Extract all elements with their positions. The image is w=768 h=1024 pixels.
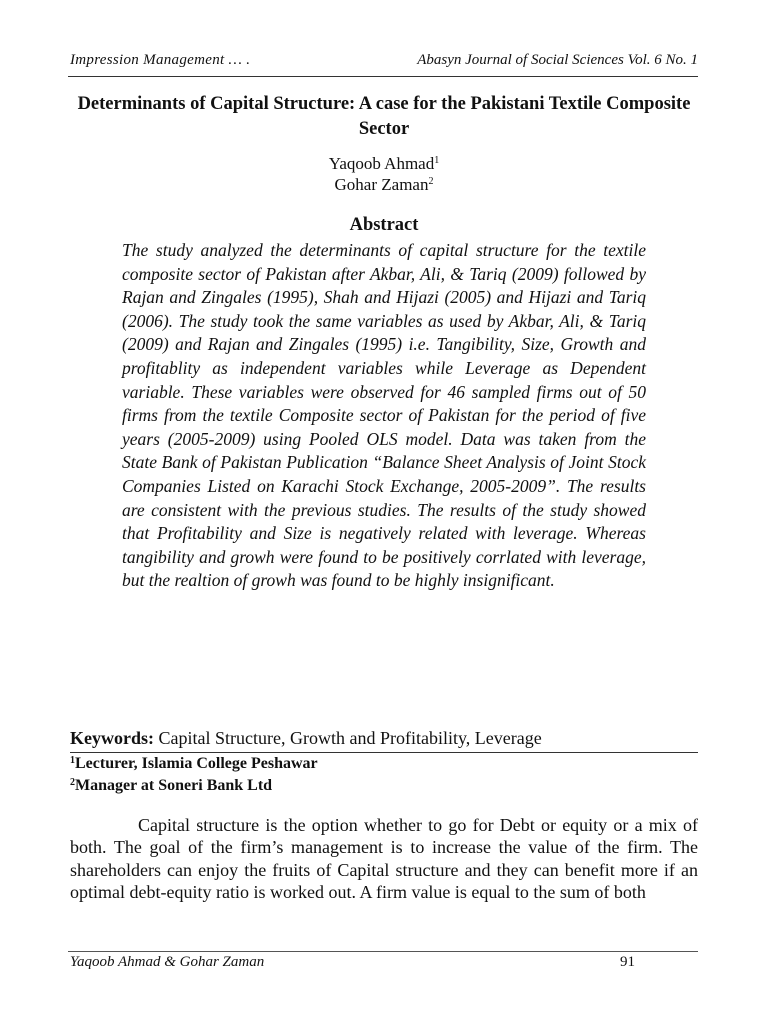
- abstract-text: The study analyzed the determinants of capital structure for the textile composite sector of Pakistan after Akbar, Ali, & Tariq (2009) followed by Rajan and Zingales (1995), Shah and Hijazi (2005) and Hijazi and Tariq (2006). The study took the same variables as used by Akbar, Ali, & Tariq (2009) and Rajan and Zingales (1995) i.e. Tangibility, Size, Growth and profitablity as independent variables while Leverage as Dependent variable. These variables were observed for 46 sampled firms out of 50 firms from the textile Composite sector of Pakistan for the period of five years (2005-2009) using Pooled OLS model. Data was taken from the State Bank of Pakistan Publication “Balance Sheet Analysis of Joint Stock Companies Listed on Karachi Stock Exchange, 2005-2009”. The results are consistent with the previous studies. The results of the study showed that Profitability and Size is negatively related with leverage. Whereas tangibility and growh were found to be positively corrlated with leverage, but the realtion of growh was found to be highly insignificant.: [122, 240, 646, 591]
- footnote-text: Lecturer, Islamia College Peshawar: [75, 755, 318, 772]
- footnote-2: [70, 777, 272, 795]
- author-2: [70, 175, 698, 195]
- keywords-line: [70, 728, 698, 753]
- running-header-journal: Abasyn Journal of Social Sciences Vol. 6 No. 1: [417, 52, 698, 68]
- author-1: [70, 154, 698, 174]
- body-paragraph: Capital structure is the option whether to go for Debt or equity or a mix of both. The goal of the firm’s management is to increase the value of the firm. The shareholders can enjoy the fruits of Capital structure and they can benefit more if an optimal debt-equity ratio is worked out. A firm value is equal to the sum of both: [70, 815, 698, 903]
- abstract-heading: Abstract: [349, 215, 419, 235]
- keywords-text: Capital Structure, Growth and Profitability, Leverage: [158, 728, 542, 748]
- running-header: [68, 52, 698, 77]
- page-number: 91: [620, 954, 635, 970]
- paper-title: Determinants of Capital Structure: A case for the Pakistani Textile Composite Sector: [77, 94, 691, 139]
- footer-authors: Yaqoob Ahmad & Gohar Zaman: [70, 954, 265, 970]
- footnote-1: [70, 755, 318, 773]
- footnote-mark: 1: [70, 755, 75, 766]
- keywords-label: Keywords:: [70, 728, 154, 748]
- footnote-text: Manager at Soneri Bank Ltd: [75, 777, 273, 794]
- author-name: Gohar Zaman: [334, 175, 429, 194]
- footnote-mark: 2: [70, 777, 75, 788]
- author-name: Yaqoob Ahmad: [328, 154, 435, 173]
- author-affiliation-mark: 1: [434, 155, 440, 166]
- author-affiliation-mark: 2: [428, 176, 434, 187]
- running-header-short-title: Impression Management … .: [70, 52, 251, 68]
- footer-rule: [68, 951, 698, 952]
